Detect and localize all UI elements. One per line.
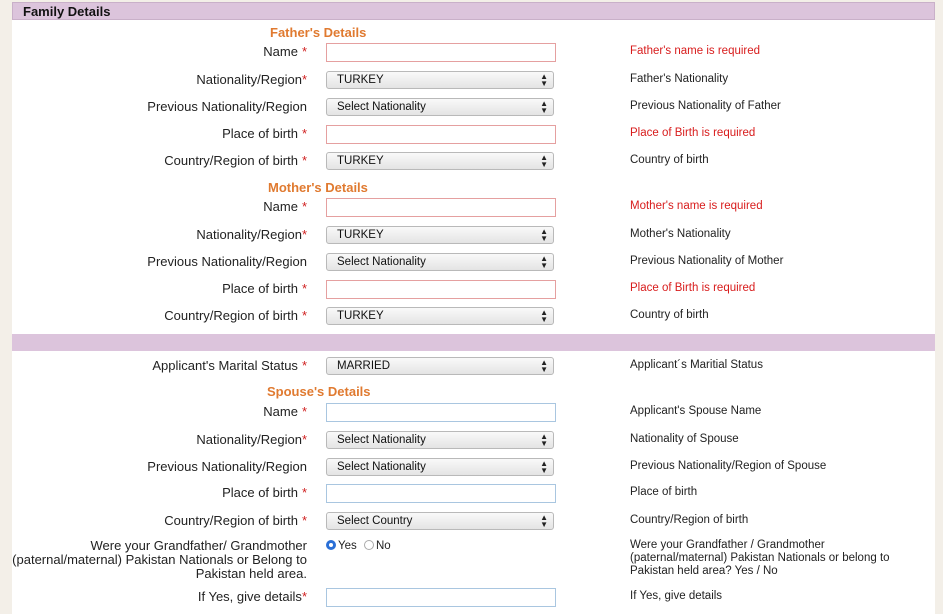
grandparent-yes-radio[interactable] [326, 540, 336, 550]
father-name-label: Name * [263, 44, 307, 59]
father-birth-country-row [12, 150, 935, 174]
mother-name-input[interactable] [326, 198, 556, 217]
mother-birth-place-input[interactable] [326, 280, 556, 299]
details-input[interactable] [326, 588, 556, 607]
father-prev-nationality-row [12, 96, 935, 120]
father-name-row [12, 41, 935, 65]
spouse-prev-nationality-label: Previous Nationality/Region [147, 459, 307, 474]
father-birth-country-select[interactable]: TURKEY ▲ ▼ [326, 152, 554, 170]
select-arrows-icon: ▲ ▼ [540, 254, 548, 270]
mother-prev-nationality-label: Previous Nationality/Region [147, 254, 307, 269]
select-arrows-icon: ▲ ▼ [540, 513, 548, 529]
mother-section-title: Mother's Details [268, 180, 368, 195]
grandparent-radio-group [326, 540, 391, 552]
mother-prev-nationality-select[interactable]: Select Nationality ▲ ▼ [326, 253, 554, 271]
mother-birth-country-select[interactable]: TURKEY ▲ ▼ [326, 307, 554, 325]
mother-nationality-row [12, 224, 935, 248]
select-arrows-icon: ▲ ▼ [540, 99, 548, 115]
spouse-nationality-row [12, 429, 935, 453]
grandparent-no-label: No [375, 540, 391, 552]
mother-prev-nationality-row [12, 251, 935, 275]
mother-name-label: Name * [263, 199, 307, 214]
marital-status-select[interactable]: MARRIED ▲ ▼ [326, 357, 554, 375]
father-prev-nationality-select[interactable]: Select Nationality ▲ ▼ [326, 98, 554, 116]
spouse-birth-place-input[interactable] [326, 484, 556, 503]
select-arrows-icon: ▲ ▼ [540, 72, 548, 88]
mother-birth-place-row [12, 278, 935, 302]
select-arrows-icon: ▲ ▼ [540, 459, 548, 475]
grandparent-hint: Were your Grandfather / Grandmother (paternal/maternal) Pakistan Nationals or belong to Pakistan held area? Yes / No [630, 539, 890, 577]
mother-birth-country-label: Country/Region of birth * [164, 308, 307, 323]
father-birth-country-label: Country/Region of birth * [164, 153, 307, 168]
marital-status-hint: Applicant´s Maritial Status [630, 359, 763, 371]
father-birth-place-error: Place of Birth is required [630, 127, 756, 139]
spouse-prev-nationality-select[interactable]: Select Nationality ▲ ▼ [326, 458, 554, 476]
spouse-name-input[interactable] [326, 403, 556, 422]
spouse-birth-country-label: Country/Region of birth * [164, 513, 307, 528]
mother-nationality-select[interactable]: TURKEY ▲ ▼ [326, 226, 554, 244]
spouse-name-row [12, 401, 935, 425]
father-section-title: Father's Details [270, 25, 367, 40]
spouse-prev-nationality-hint: Previous Nationality/Region of Spouse [630, 460, 827, 472]
father-birth-place-label: Place of birth * [222, 126, 307, 141]
details-label: If Yes, give details* [197, 589, 307, 604]
section-divider [12, 334, 935, 351]
spouse-nationality-select[interactable]: Select Nationality ▲ ▼ [326, 431, 554, 449]
spouse-name-hint: Applicant's Spouse Name [630, 405, 762, 417]
parents-panel [12, 20, 935, 334]
marital-status-label: Applicant's Marital Status * [152, 358, 307, 373]
details-row [12, 586, 935, 610]
select-arrows-icon: ▲ ▼ [540, 153, 548, 169]
spouse-section-title: Spouse's Details [267, 384, 371, 399]
father-birth-country-hint: Country of birth [630, 154, 709, 166]
spouse-birth-place-label: Place of birth * [222, 485, 307, 500]
spouse-prev-nationality-row [12, 456, 935, 480]
mother-nationality-hint: Mother's Nationality [630, 228, 731, 240]
grandparent-question-label: Were your Grandfather/ Grandmother (paternal/maternal) Pakistan Nationals or Belong to Pakistan held area. [12, 538, 307, 581]
father-birth-place-row [12, 123, 935, 147]
spouse-name-label: Name * [263, 404, 307, 419]
mother-nationality-label: Nationality/Region* [196, 227, 307, 242]
father-nationality-select[interactable]: TURKEY ▲ ▼ [326, 71, 554, 89]
father-prev-nationality-label: Previous Nationality/Region [147, 99, 307, 114]
mother-prev-nationality-hint: Previous Nationality of Mother [630, 255, 784, 267]
marital-status-row [12, 355, 935, 379]
mother-name-error: Mother's name is required [630, 200, 763, 212]
select-arrows-icon: ▲ ▼ [540, 227, 548, 243]
spouse-birth-country-select[interactable]: Select Country ▲ ▼ [326, 512, 554, 530]
details-hint: If Yes, give details [630, 590, 723, 602]
spouse-birth-place-row [12, 482, 935, 506]
spouse-birth-place-hint: Place of birth [630, 486, 698, 498]
father-nationality-row [12, 69, 935, 93]
spouse-nationality-hint: Nationality of Spouse [630, 433, 739, 445]
spouse-birth-country-hint: Country/Region of birth [630, 514, 749, 526]
father-name-error: Father's name is required [630, 45, 761, 57]
mother-name-row [12, 196, 935, 220]
mother-birth-country-row [12, 305, 935, 329]
father-nationality-hint: Father's Nationality [630, 73, 729, 85]
spouse-panel [12, 351, 935, 614]
mother-birth-place-label: Place of birth * [222, 281, 307, 296]
mother-birth-country-hint: Country of birth [630, 309, 709, 321]
father-prev-nationality-hint: Previous Nationality of Father [630, 100, 781, 112]
section-header: Family Details [12, 2, 935, 20]
spouse-nationality-label: Nationality/Region* [196, 432, 307, 447]
select-arrows-icon: ▲ ▼ [540, 308, 548, 324]
father-name-input[interactable] [326, 43, 556, 62]
father-birth-place-input[interactable] [326, 125, 556, 144]
father-nationality-label: Nationality/Region* [196, 72, 307, 87]
grandparent-yes-label: Yes [338, 540, 357, 552]
spouse-birth-country-row [12, 510, 935, 534]
mother-birth-place-error: Place of Birth is required [630, 282, 756, 294]
select-arrows-icon: ▲ ▼ [540, 432, 548, 448]
grandparent-no-radio[interactable] [364, 540, 374, 550]
select-arrows-icon: ▲ ▼ [540, 358, 548, 374]
grandparent-row [12, 537, 935, 585]
